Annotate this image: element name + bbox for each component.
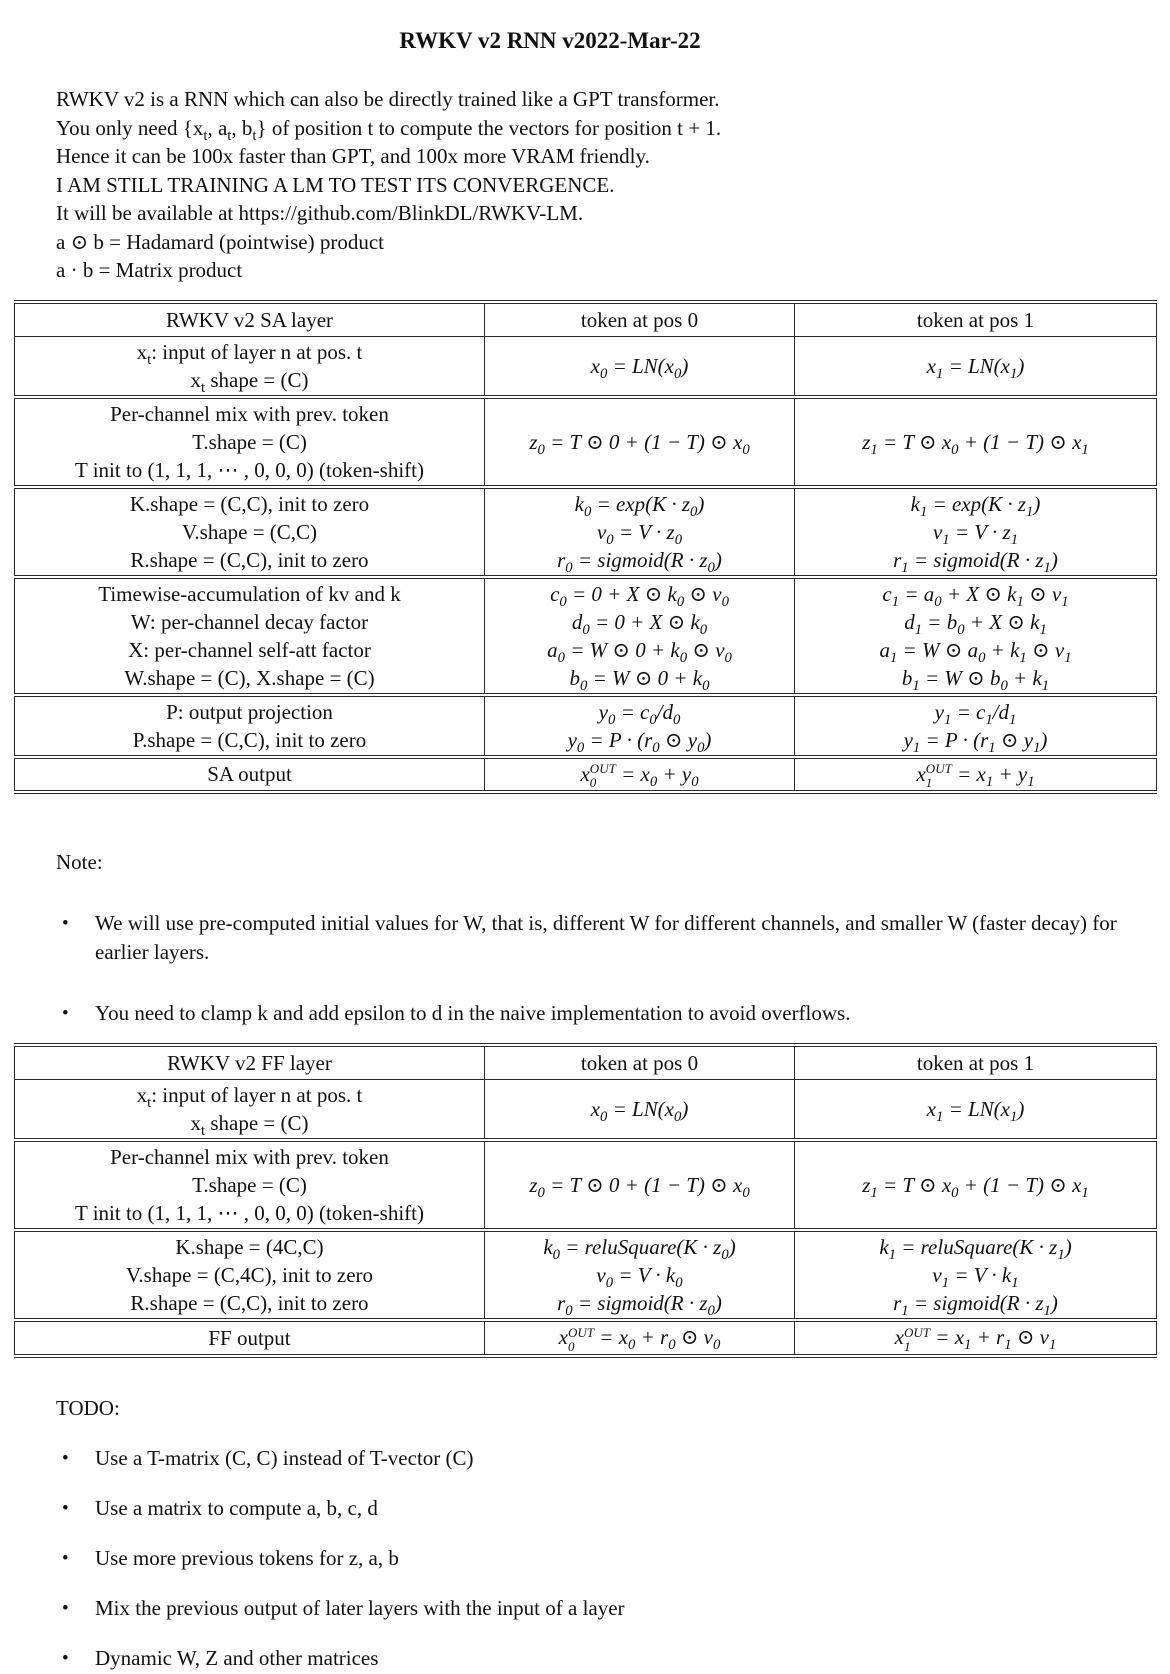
label-line: V.shape = (C,4C), init to zero [125, 1263, 374, 1288]
formula-line: $d_0 = 0 + X$ ⊙ $k_0$ [571, 609, 708, 638]
bullet-icon: • [62, 1648, 69, 1670]
label-line: Per-channel mix with prev. token [110, 1145, 389, 1170]
ff-row-input [15, 1080, 1157, 1141]
ff-layer-table [14, 1043, 1157, 1358]
note-item [62, 999, 1170, 1028]
label-line: T init to (1, 1, 1, ⋯ , 0, 0, 0) (token-shift) [75, 1201, 424, 1226]
todo-bullet-list [62, 1444, 1170, 1673]
sa-row-kvr [15, 487, 1157, 577]
bullet-icon: • [62, 913, 69, 935]
pos1-formula-cell [795, 397, 1157, 487]
sa-header-pos0: token at pos 0 [485, 302, 795, 337]
formula-line: $d_1 = b_0 + X$ ⊙ $k_1$ [904, 609, 1047, 638]
pos1-formula-cell [795, 1080, 1157, 1141]
ff-row-kvr [15, 1230, 1157, 1320]
label-line: T.shape = (C) [192, 429, 307, 454]
pos0-formula-cell [485, 577, 795, 695]
label-line: T.shape = (C) [192, 1173, 307, 1198]
formula-line: $z_0 = T$ ⊙ 0 + (1 − T) ⊙ $x_0$ [529, 429, 750, 458]
pos0-formula-cell [485, 1080, 795, 1141]
todo-item-text: Use a T-matrix (C, C) instead of T-vector (C) [95, 1446, 474, 1471]
label-line: Per-channel mix with prev. token [110, 401, 389, 426]
formula-line: $v_0 = V \cdot z_0$ [596, 519, 683, 548]
formula-line: $x_0 = LN(x_0)$ [590, 1097, 689, 1126]
todo-item-text: Mix the previous output of later layers with the input of a layer [95, 1596, 625, 1621]
todo-item [62, 1544, 1170, 1573]
pos1-formula-cell [795, 487, 1157, 577]
todo-item-text: Dynamic W, Z and other matrices [95, 1646, 379, 1671]
ff-table-header-row [15, 1045, 1157, 1080]
formula-line: $v_1 = V \cdot k_1$ [932, 1263, 1019, 1292]
label-line: K.shape = (4C,C) [175, 1235, 324, 1260]
todo-item [62, 1444, 1170, 1473]
formula-line: x OUT 0 = $x_0 + y_0$ [580, 761, 699, 790]
formula-line: x OUT 0 = $x_0 + r_0$ ⊙ $v_0$ [558, 1324, 721, 1354]
label-line: W.shape = (C), X.shape = (C) [124, 665, 375, 690]
sa-row-token-mix [15, 397, 1157, 487]
page-title: RWKV v2 RNN v2022-Mar-22 [399, 28, 701, 53]
label-line: $x_t$ shape = (C) [190, 1111, 309, 1140]
sa-row-timewise [15, 577, 1157, 695]
pos0-formula-cell [485, 695, 795, 757]
bullet-icon: • [62, 1448, 69, 1470]
todo-item [62, 1644, 1170, 1673]
formula-line: $v_0 = V \cdot k_0$ [596, 1263, 683, 1292]
sa-table-header-row [15, 302, 1157, 337]
formula-line: $x_1 = LN(x_1)$ [926, 1097, 1025, 1126]
row-label-cell [15, 1230, 485, 1320]
label-line: R.shape = (C,C), init to zero [130, 1291, 369, 1316]
formula-line: $k_0 = \exp(K \cdot z_0)$ [574, 491, 705, 520]
pos0-formula-cell [485, 1140, 795, 1230]
formula-line: x OUT 1 = $x_1 + r_1$ ⊙ $v_1$ [894, 1324, 1057, 1354]
pos0-formula-cell [485, 397, 795, 487]
intro-line: Hence it can be 100x faster than GPT, and 100x more VRAM friendly. [56, 144, 650, 168]
row-label-cell [15, 487, 485, 577]
formula-line: $a_1 = W$ ⊙ $a_0 + k_1$ ⊙ $v_1$ [879, 637, 1072, 666]
formula-line: $x_1 = LN(x_1)$ [926, 353, 1025, 382]
label-line: Timewise-accumulation of kv and k [98, 581, 401, 606]
formula-line: $z_1 = T$ ⊙ $x_0 + (1 - T)$ ⊙ $x_1$ [862, 1173, 1089, 1202]
pos1-formula-cell [795, 336, 1157, 397]
ff-header-pos0: token at pos 0 [485, 1045, 795, 1080]
row-label-cell [15, 397, 485, 487]
note-heading: Note: [56, 850, 103, 875]
intro-line: I AM STILL TRAINING A LM TO TEST ITS CONVERGENCE. [56, 172, 615, 197]
todo-item [62, 1494, 1170, 1523]
label-line: X: per-channel self-att factor [128, 637, 371, 662]
label-line: $x_t$ shape = (C) [190, 367, 309, 396]
note-item [62, 909, 1170, 967]
formula-line: $r_0$ = sigmoid(R · $z_0$) [557, 547, 722, 576]
formula-line: $b_1 = W$ ⊙ $b_0 + k_1$ [901, 665, 1050, 694]
pos0-formula-cell [485, 757, 795, 793]
row-label-cell [15, 1320, 485, 1356]
label-line: $x_t$: input of layer n at pos. t [136, 1083, 363, 1112]
formula-line: $k_0$ = reluSquare(K · $z_0$) [543, 1235, 736, 1264]
formula-line: $y_1 = P \cdot (r_1$ ⊙ $y_1$) [903, 727, 1048, 756]
row-label-cell [15, 1080, 485, 1141]
intro-paragraph [56, 85, 1170, 285]
formula-line: $z_1 = T$ ⊙ $x_0 + (1 - T)$ ⊙ $x_1$ [862, 429, 1089, 458]
sa-header-pos1: token at pos 1 [795, 302, 1157, 337]
ff-header-layer: RWKV v2 FF layer [167, 1051, 332, 1076]
pos1-formula-cell [795, 577, 1157, 695]
pos0-formula-cell [485, 1320, 795, 1356]
formula-line: $x_0 = LN(x_0)$ [590, 353, 689, 382]
row-label-cell [15, 757, 485, 793]
formula-line: $c_1 = a_0 + X$ ⊙ $k_1$ ⊙ $v_1$ [882, 581, 1069, 610]
label-line: T init to (1, 1, 1, ⋯ , 0, 0, 0) (token-shift) [75, 457, 424, 482]
note-item-text: We will use pre-computed initial values for W, that is, different W for different channels, and smaller W (faster decay) for earlier layers. [95, 911, 1117, 965]
formula-line: $v_1 = V \cdot z_1$ [932, 519, 1019, 548]
todo-item-text: Use a matrix to compute a, b, c, d [95, 1496, 378, 1521]
pos0-formula-cell [485, 487, 795, 577]
sa-row-input [15, 336, 1157, 397]
ff-row-token-mix [15, 1140, 1157, 1230]
intro-line: a · b = Matrix product [56, 258, 243, 282]
sa-row-projection [15, 695, 1157, 757]
note-item-text: You need to clamp k and add epsilon to d in the naive implementation to avoid overflows. [95, 1001, 851, 1026]
todo-item-text: Use more previous tokens for z, a, b [95, 1546, 399, 1571]
formula-line: $k_1 = \exp(K \cdot z_1)$ [910, 491, 1041, 520]
row-label-cell [15, 577, 485, 695]
bullet-icon: • [62, 1003, 69, 1025]
sa-layer-table [14, 300, 1157, 795]
row-label-cell [15, 336, 485, 397]
pos1-formula-cell [795, 757, 1157, 793]
intro-line: You only need {$x_t$, $a_t$, $b_t$} of position t to compute the vectors for position t + 1. [56, 115, 722, 144]
ff-header-pos1: token at pos 1 [795, 1045, 1157, 1080]
pos1-formula-cell [795, 1230, 1157, 1320]
formula-line: $y_0 = P \cdot (r_0$ ⊙ $y_0$) [567, 727, 712, 756]
label-line: P: output projection [166, 699, 333, 724]
pos1-formula-cell [795, 1140, 1157, 1230]
label-line: W: per-channel decay factor [130, 609, 369, 634]
sa-row-output [15, 757, 1157, 793]
formula-line: $c_0 = 0 + X$ ⊙ $k_0$ ⊙ $v_0$ [550, 581, 729, 610]
label-line: FF output [208, 1326, 291, 1351]
label-line: $x_t$: input of layer n at pos. t [136, 339, 363, 368]
note-bullet-list [62, 909, 1170, 1028]
label-line: R.shape = (C,C), init to zero [130, 547, 369, 572]
label-line: P.shape = (C,C), init to zero [132, 727, 367, 752]
row-label-cell [15, 1140, 485, 1230]
formula-line: $r_1$ = sigmoid(R · $z_1$) [893, 547, 1058, 576]
row-label-cell [15, 695, 485, 757]
formula-line: $r_1$ = sigmoid(R · $z_1$) [893, 1291, 1058, 1320]
formula-line: $y_1 = c_1/d_1$ [934, 699, 1017, 728]
todo-heading: TODO: [56, 1396, 120, 1421]
intro-line: a ⊙ b = Hadamard (pointwise) product [56, 229, 385, 254]
pos1-formula-cell [795, 1320, 1157, 1356]
formula-line: $z_0 = T$ ⊙ 0 + (1 − T) ⊙ $x_0$ [529, 1173, 750, 1202]
label-line: K.shape = (C,C), init to zero [129, 491, 370, 516]
formula-line: $b_0 = W$ ⊙ $0 + k_0$ [569, 665, 710, 694]
formula-line: $k_1$ = reluSquare(K · $z_1$) [879, 1235, 1072, 1264]
label-line: V.shape = (C,C) [181, 519, 318, 544]
pos0-formula-cell [485, 1230, 795, 1320]
pos1-formula-cell [795, 695, 1157, 757]
intro-line: RWKV v2 is a RNN which can also be directly trained like a GPT transformer. [56, 87, 720, 111]
formula-line: $a_0 = W$ ⊙ $0 + k_0$ ⊙ $v_0$ [547, 637, 732, 666]
todo-item [62, 1594, 1170, 1623]
ff-row-output [15, 1320, 1157, 1356]
bullet-icon: • [62, 1498, 69, 1520]
sa-header-layer: RWKV v2 SA layer [165, 307, 334, 332]
label-line: SA output [207, 762, 292, 787]
bullet-icon: • [62, 1598, 69, 1620]
intro-line-url: It will be available at https://github.com/BlinkDL/RWKV-LM. [56, 201, 584, 225]
pos0-formula-cell [485, 336, 795, 397]
formula-line: $r_0$ = sigmoid(R · $z_0$) [557, 1291, 722, 1320]
formula-line: $y_0 = c_0/d_0$ [598, 699, 681, 728]
bullet-icon: • [62, 1548, 69, 1570]
formula-line: x OUT 1 = $x_1 + y_1$ [916, 761, 1035, 790]
